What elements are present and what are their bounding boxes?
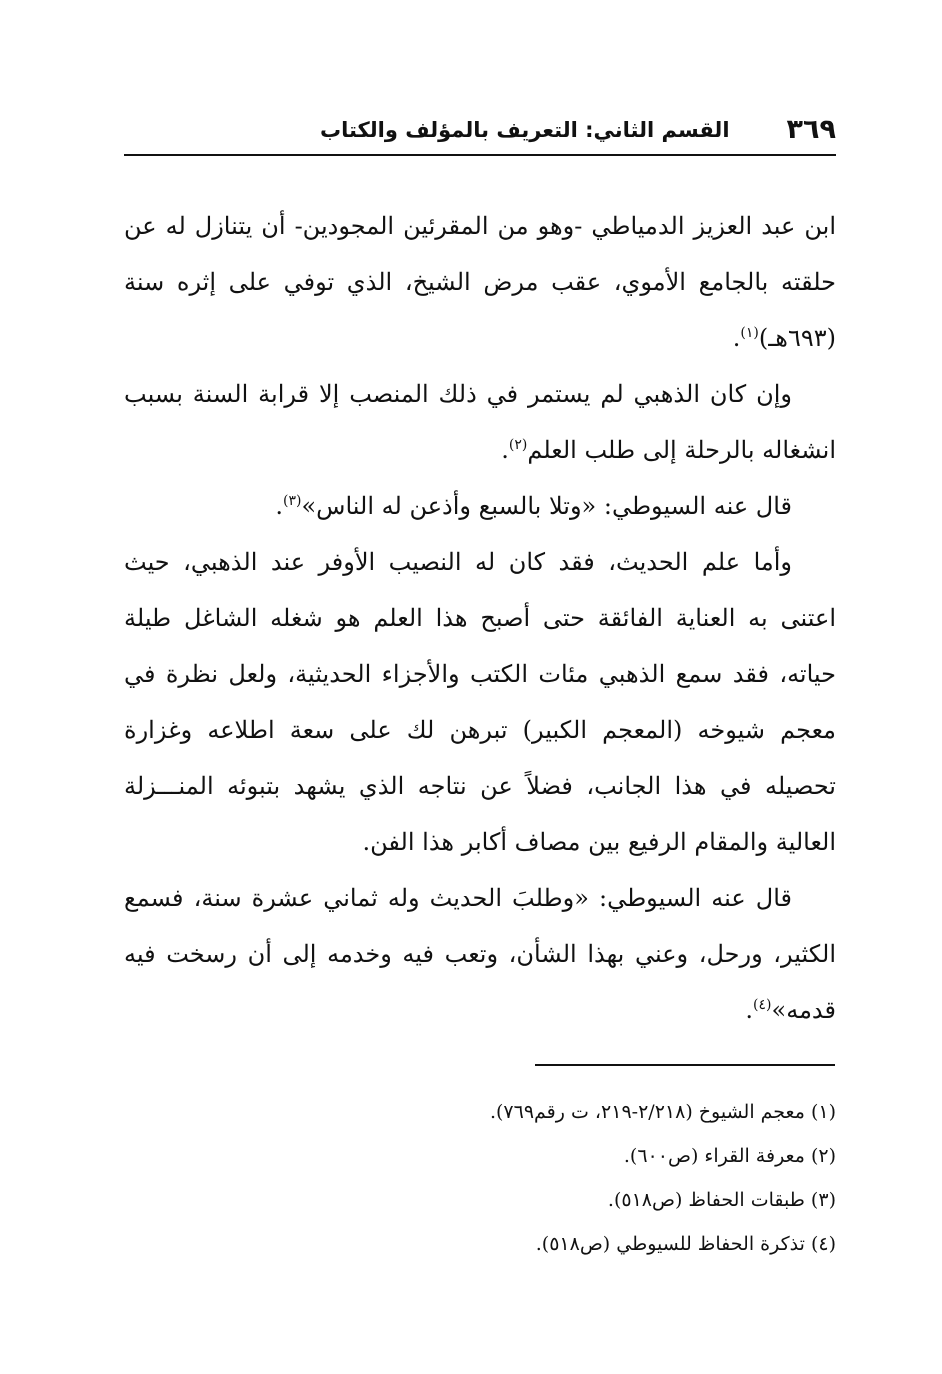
paragraph-1 — [124, 198, 836, 366]
paragraph-3-text: قال عنه السيوطي: «وتلا بالسبع وأذعن له الناس» — [301, 492, 792, 520]
header-rule — [124, 154, 836, 156]
paragraph-1-end: . — [732, 324, 741, 352]
footnote-separator — [535, 1064, 835, 1066]
paragraph-2-end: . — [501, 436, 509, 464]
page-number: ٣٦٩ — [786, 114, 836, 145]
paragraph-3 — [124, 478, 836, 534]
footnote-1: (١) معجم الشيوخ (٢/٢١٨-٢١٩، ت رقم٧٦٩). — [489, 1101, 836, 1123]
paragraph-4: وأما علم الحديث، فقد كان له النصيب الأوفر عند الذهبي، حيث اعتنى به العناية الفائقة حتى أصبح هذا العلم هو شغله الشاغل طيلة حياته، فقد سمع الذهبي مئات الكتب والأجزاء الحديثية، ولعل نظرة في معجم شيوخه (المعجم الكبير) تبرهن لك على سعة اطلاعه وغزارة تحصيله في هذا الجانب، فضلاً عن نتاجه الذي يشهد بتبوئه المنـــزلة العالية والمقام الرفيع بين مصاف أكابر هذا الفن. — [124, 548, 837, 856]
footnote-ref-4: (٤) — [753, 997, 772, 1013]
footnote-ref-3: (٣) — [283, 493, 302, 509]
footnote-3: (٣) طبقات الحفاظ (ص٥١٨). — [607, 1189, 836, 1211]
footnote-2: (٢) معرفة القراء (ص٦٠٠). — [623, 1145, 836, 1167]
footnote-ref-2: (٢) — [508, 437, 528, 453]
paragraph-2 — [124, 366, 836, 478]
paragraph-5-end: . — [745, 996, 754, 1024]
page-header — [124, 112, 836, 152]
footnotes — [124, 1090, 836, 1266]
paragraph-5-text: قال عنه السيوطي: «وطلبَ الحديث وله ثماني عشرة سنة، فسمع الكثير، ورحل، وعني بهذا الشأن، وتعب فيه وخدمه إلى أن رسخت فيه قدمه» — [124, 884, 836, 1024]
footnote-ref-1: (١) — [740, 325, 759, 341]
paragraph-5 — [124, 870, 836, 1038]
paragraph-3-end: . — [275, 492, 284, 520]
main-text — [124, 198, 836, 1038]
paragraph-2-text: وإن كان الذهبي لم يستمر في ذلك المنصب إلا قرابة السنة بسبب انشغاله بالرحلة إلى طلب العلم — [124, 380, 836, 464]
paragraph-1-text: ابن عبد العزيز الدمياطي -وهو من المقرئين المجودين- أن يتنازل له عن حلقته بالجامع الأموي، عقب مرض الشيخ، الذي توفي على إثره سنة (٦٩٣هـ) — [124, 212, 836, 352]
footnote-4: (٤) تذكرة الحفاظ للسيوطي (ص٥١٨). — [535, 1233, 836, 1255]
running-head: القسم الثاني: التعريف بالمؤلف والكتاب — [320, 118, 730, 142]
